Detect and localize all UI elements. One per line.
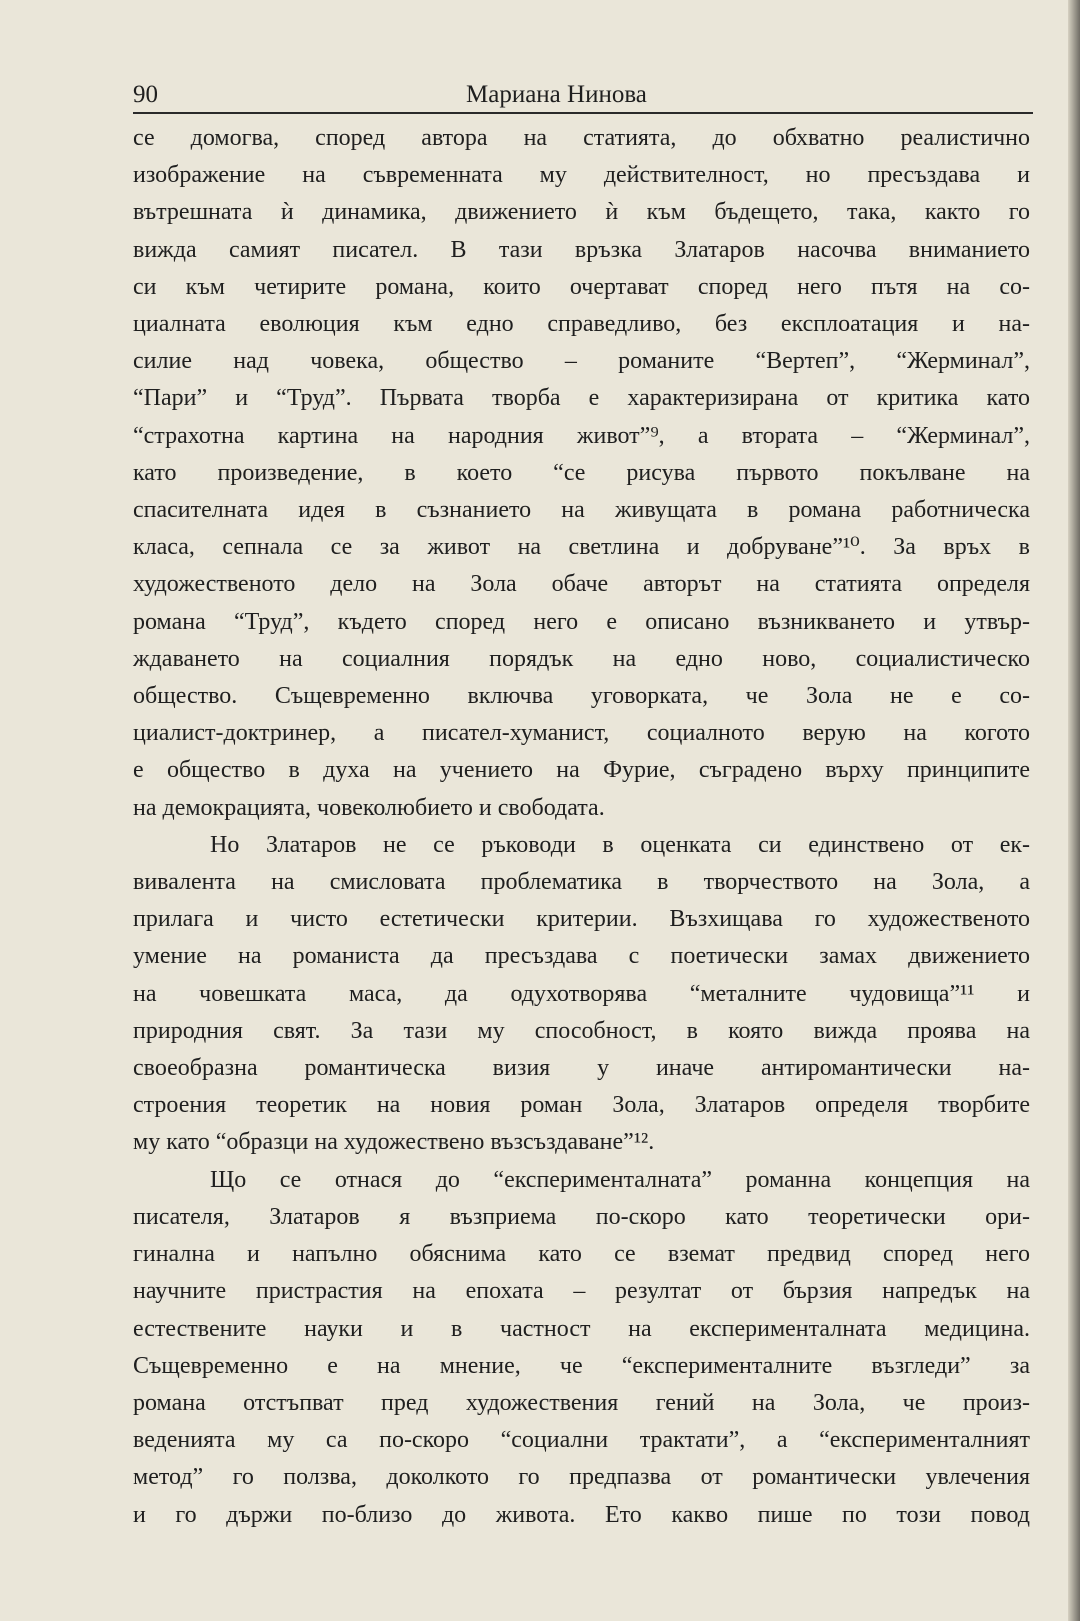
text-line: вивалента на смисловата проблематика в творчеството на Зола, а [133,869,1030,896]
text-line: Що се отнася до “експерименталната” романна концепция на [210,1166,1030,1193]
text-line: гинална и напълно обяснима като се вземат предвид според него [133,1241,1030,1268]
text-line: метод” го ползва, доколкото го предпазва от романтически увлечения [133,1464,1030,1491]
text-line: прилага и чисто естетически критерии. Възхищава го художественото [133,906,1030,933]
text-line: умение на романиста да пресъздава с поетически замах движението [133,943,1030,970]
text-line: ждаването на социалния порядък на едно ново, социалистическо [133,645,1030,672]
text-line: вижда самият писател. В тази връзка Златаров насочва вниманието [133,236,1030,263]
text-line: Но Златаров не се ръководи в оценката си единствено от ек- [210,831,1030,858]
text-line: художественото дело на Зола обаче авторът на статията определя [133,571,1030,598]
text-line: веденията му са по-скоро “социални трактати”, а “експерименталният [133,1427,1030,1454]
text-line: общество. Същевременно включва уговорката, че Зола не е со- [133,683,1030,710]
running-title: Мариана Нинова [466,81,647,108]
text-line: като произведение, в което “се рисува първото покълване на [133,459,1030,486]
text-line: строения теоретик на новия роман Зола, Златаров определя творбите [133,1092,1030,1119]
text-line: си към четирите романа, които очертават според него пътя на со- [133,273,1030,300]
text-line: Същевременно е на мнение, че “експерименталните възгледи” за [133,1352,1030,1379]
text-line: “страхотна картина на народния живот”⁹, а втората – “Жерминал”, [133,422,1030,449]
text-line: своеобразна романтическа визия у иначе антиромантически на- [133,1055,1030,1082]
text-line: на демокрацията, човеколюбието и свободата. [133,794,605,821]
text-line: природния свят. За тази му способност, в която вижда проява на [133,1017,1030,1044]
text-line: спасителната идея в съзнанието на живущата в романа работническа [133,497,1030,524]
page-header [133,78,1033,114]
text-line: научните пристрастия на епохата – резултат от бързия напредък на [133,1278,1030,1305]
text-line: писателя, Златаров я възприема по-скоро като теоретически ори- [133,1203,1030,1230]
text-line: “Пари” и “Труд”. Първата творба е характеризирана от критика като [133,385,1030,412]
text-line: изображение на съвременната му действителност, но пресъздава и [133,162,1030,189]
page-number: 90 [133,81,158,108]
text-line: естествените науки и в частност на експерименталната медицина. [133,1315,1030,1342]
text-line: му като “образци на художествено възсъздаване”¹². [133,1129,655,1156]
text-line: е общество в духа на учението на Фурие, съградено върху принципите [133,757,1030,784]
body-text [133,120,1030,1534]
text-line: класа, сепнала се за живот на светлина и добруване”¹⁰. За връх в [133,534,1030,561]
text-line: романа “Труд”, където според него е описано възникването и утвър- [133,608,1030,635]
text-line: романа отстъпват пред художествения гений на Зола, че произ- [133,1389,1030,1416]
text-line: циалната еволюция към едно справедливо, без експлоатация и на- [133,311,1030,338]
text-line: силие над човека, общество – романите “Вертеп”, “Жерминал”, [133,348,1030,375]
text-line: и го държи по-близо до живота. Ето какво пише по този повод [133,1501,1030,1528]
text-line: на човешката маса, да одухотворява “металните чудовища”¹¹ и [133,980,1030,1007]
page-edge-shadow [1068,0,1080,1621]
text-line: циалист-доктринер, а писател-хуманист, социалното верую на когото [133,720,1030,747]
text-line: се домогва, според автора на статията, до обхватно реалистично [133,125,1030,151]
text-line: вътрешната ѝ динамика, движението ѝ към бъдещето, така, както го [133,199,1030,226]
